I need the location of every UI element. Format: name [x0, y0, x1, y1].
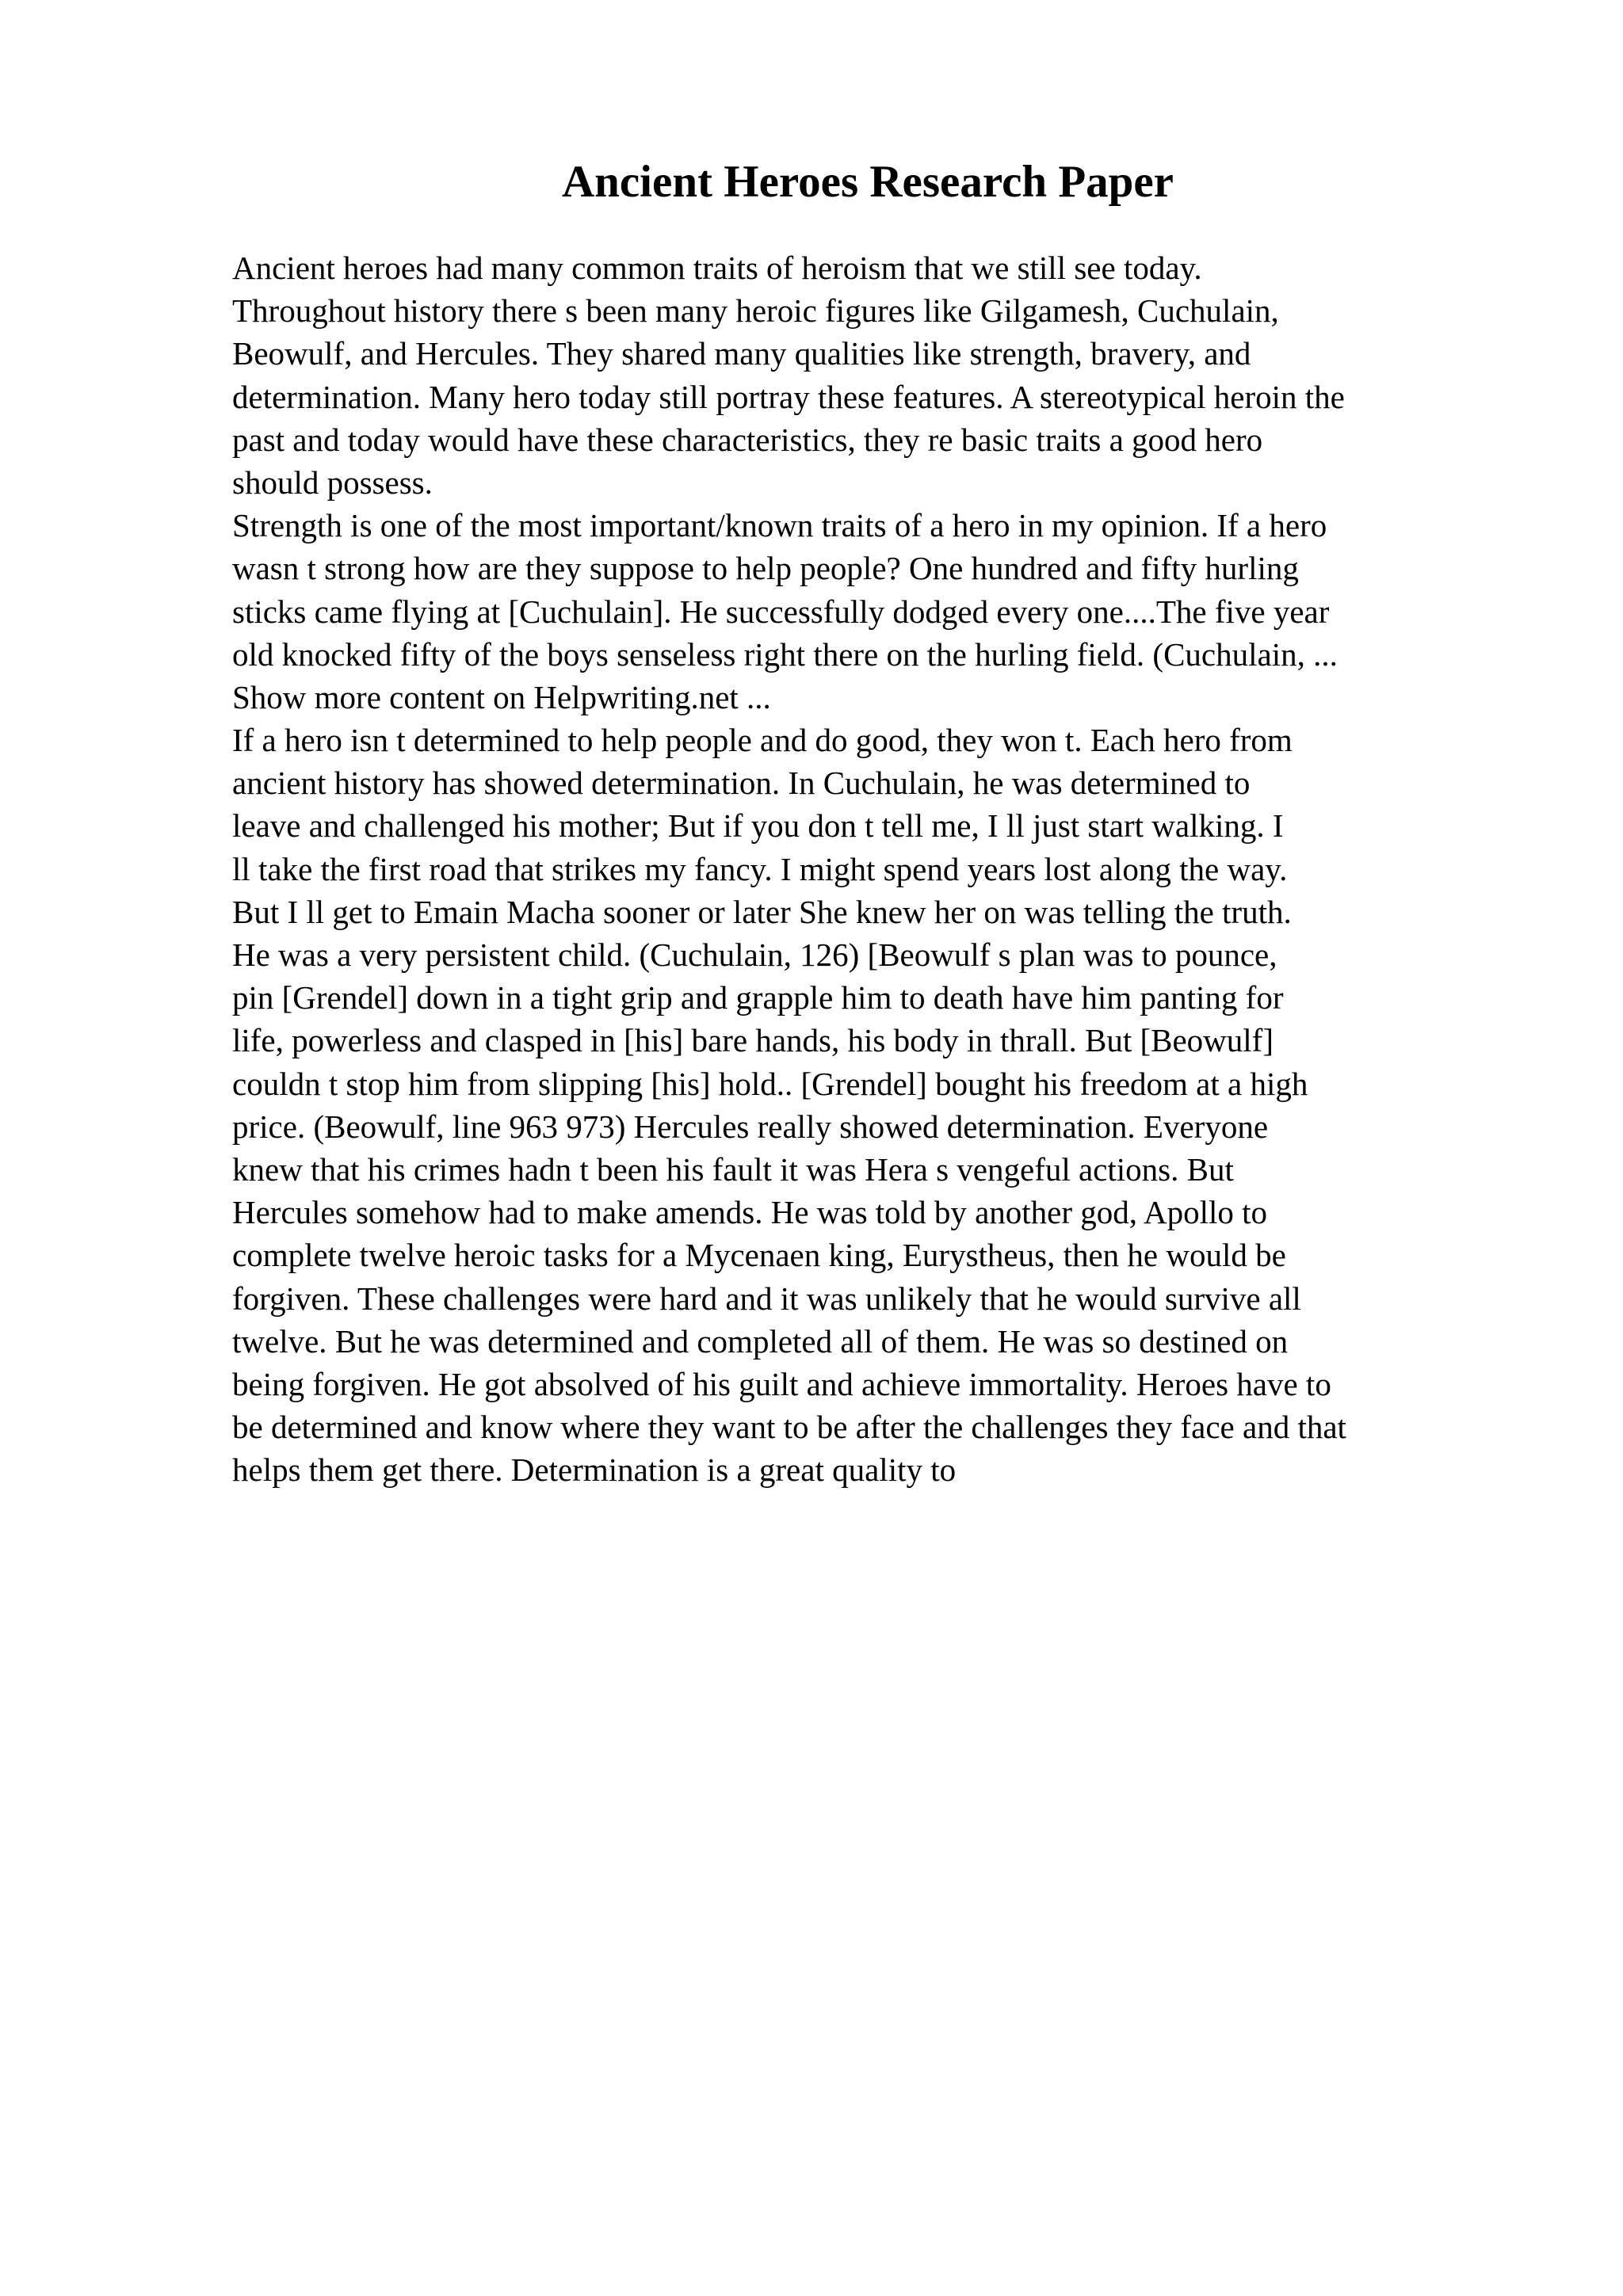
text-line: life, powerless and clasped in [his] bare hands, his body in thrall. But [Beowulf] — [232, 1022, 1274, 1059]
text-line: determination. Many hero today still portray these features. A stereotypical heroin the — [232, 378, 1345, 415]
text-line: couldn t stop him from slipping [his] hold.. [Grendel] bought his freedom at a high — [232, 1065, 1308, 1102]
text-line: Ancient heroes had many common traits of heroism that we still see today. — [232, 250, 1202, 286]
text-line: helps them get there. Determination is a great quality to — [232, 1451, 957, 1489]
show-more-link[interactable]: Show more content on Helpwriting.net ... — [232, 678, 771, 715]
text-line: Strength is one of the most important/known traits of a hero in my opinion. If a hero — [232, 507, 1327, 544]
document-title: Ancient Heroes Research Paper — [562, 157, 1174, 207]
text-line: wasn t strong how are they suppose to help people? One hundred and fifty hurling — [232, 550, 1299, 587]
text-line: Throughout history there s been many heroic figures like Gilgamesh, Cuchulain, — [232, 292, 1279, 330]
text-line: If a hero isn t determined to help people and do good, they won t. Each hero from — [232, 722, 1293, 759]
text-line: leave and challenged his mother; But if you don t tell me, I ll just start walking. I — [232, 807, 1284, 845]
text-line: Hercules somehow had to make amends. He was told by another god, Apollo to — [232, 1194, 1268, 1231]
text-line: being forgiven. He got absolved of his guilt and achieve immortality. Heroes have to — [232, 1365, 1331, 1402]
text-line: He was a very persistent child. (Cuchulain, 126) [Beowulf s plan was to pounce, — [232, 936, 1277, 973]
text-line: twelve. But he was determined and completed all of them. He was so destined on — [232, 1322, 1289, 1360]
text-line: be determined and know where they want to be after the challenges they face and that — [232, 1409, 1346, 1446]
text-line: ancient history has showed determination. In Cuchulain, he was determined to — [232, 765, 1251, 802]
text-line: sticks came flying at [Cuchulain]. He successfully dodged every one....The five year — [232, 593, 1330, 630]
document-body — [232, 246, 1564, 1491]
text-line: knew that his crimes hadn t been his fault it was Hera s vengeful actions. But — [232, 1150, 1234, 1188]
text-line: price. (Beowulf, line 963 973) Hercules really showed determination. Everyone — [232, 1108, 1269, 1145]
text-line: ll take the first road that strikes my fancy. I might spend years lost along the way. — [232, 850, 1288, 887]
text-line: complete twelve heroic tasks for a Mycenaen king, Eurystheus, then he would be — [232, 1237, 1286, 1274]
text-line: Beowulf, and Hercules. They shared many qualities like strength, bravery, and — [232, 335, 1251, 372]
text-line: past and today would have these characteristics, they re basic traits a good hero — [232, 421, 1263, 458]
text-line: should possess. — [232, 463, 433, 501]
text-line: old knocked fifty of the boys senseless right there on the hurling field. (Cuchulain, ... — [232, 635, 1338, 673]
text-line: But I ll get to Emain Macha sooner or later She knew her on was telling the truth. — [232, 893, 1292, 930]
text-line: forgiven. These challenges were hard and it was unlikely that he would survive all — [232, 1280, 1301, 1317]
text-line: pin [Grendel] down in a tight grip and grapple him to death have him panting for — [232, 979, 1284, 1016]
